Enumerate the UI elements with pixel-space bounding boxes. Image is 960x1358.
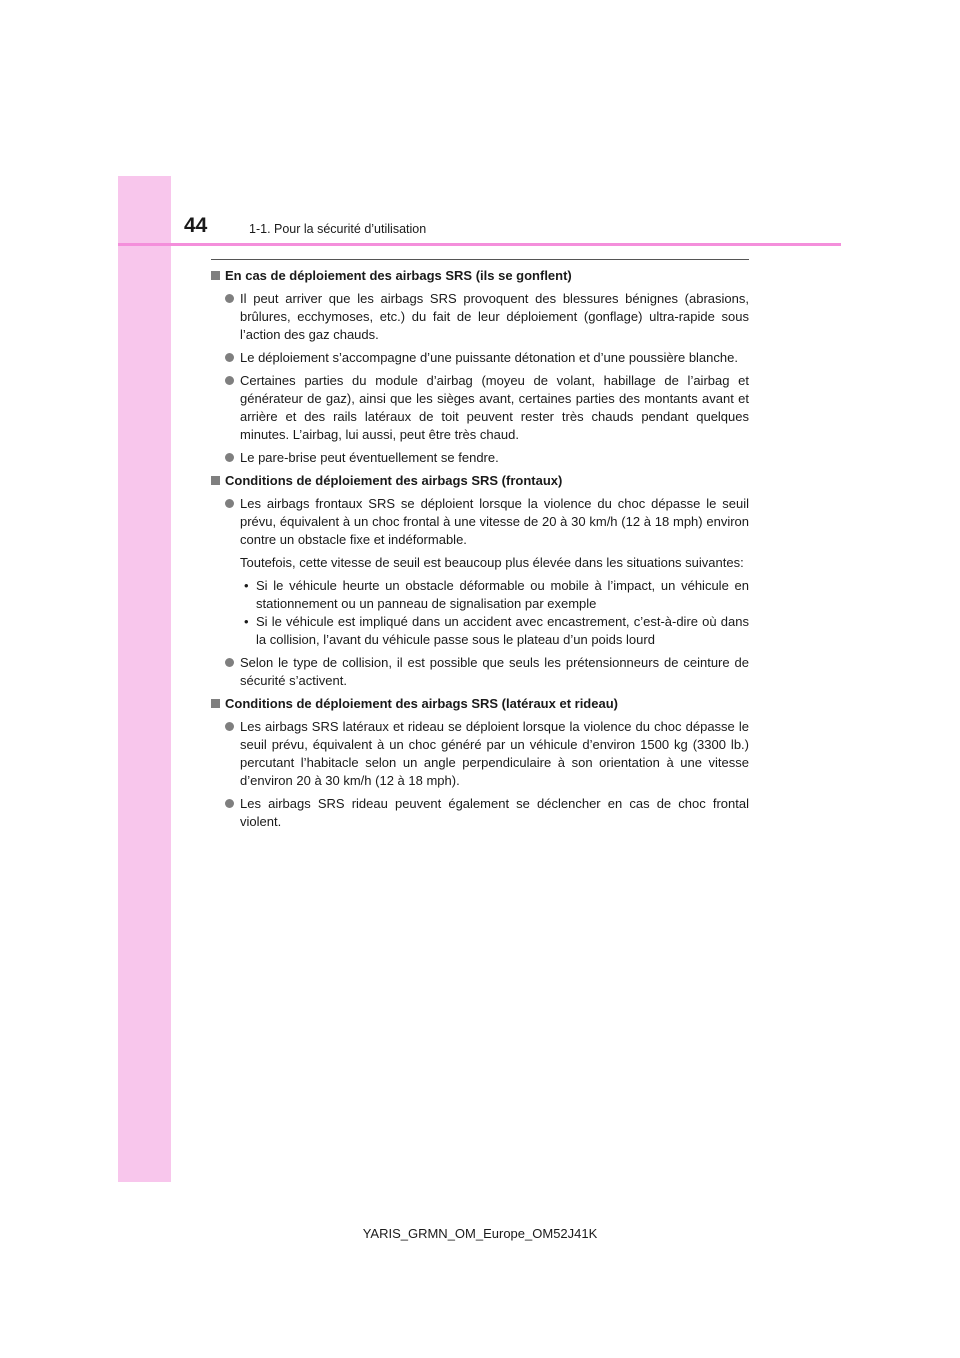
- square-bullet-icon: [211, 476, 220, 485]
- list-item-text: Il peut arriver que les airbags SRS provoquent des blessures bénignes (abrasions, brûlures, ecchymoses, etc.) du fait de leur déploiement (gonflage) ultra-rapide sous l’action des gaz chauds.: [240, 291, 749, 342]
- circle-bullet-icon: [225, 353, 234, 362]
- list-item: [223, 718, 749, 790]
- list-item: [223, 495, 749, 549]
- page-number: 44: [184, 214, 208, 237]
- list-item-text: Le déploiement s’accompagne d’une puissante détonation et d’une poussière blanche.: [240, 350, 738, 365]
- square-bullet-icon: [211, 699, 220, 708]
- list-item: [223, 449, 749, 467]
- circle-bullet-icon: [225, 722, 234, 731]
- paragraph: Toutefois, cette vitesse de seuil est beaucoup plus élevée dans les situations suivantes:: [240, 555, 744, 570]
- section-heading: [211, 267, 749, 285]
- sub-list-item: [244, 577, 749, 613]
- section-heading: [211, 472, 749, 490]
- section-title: 1-1. Pour la sécurité d’utilisation: [249, 222, 427, 236]
- circle-bullet-icon: [225, 294, 234, 303]
- section-heading-text: En cas de déploiement des airbags SRS (ils se gonflent): [225, 268, 572, 283]
- page-content: [211, 267, 749, 836]
- content-divider: [211, 259, 749, 260]
- section-heading-text: Conditions de déploiement des airbags SRS (latéraux et rideau): [225, 696, 618, 711]
- list-item-text: Les airbags frontaux SRS se déploient lorsque la violence du choc dépasse le seuil prévu, équivalent à un choc frontal à une vitesse de 20 à 30 km/h (12 à 18 mph) environ contre un obstacle fixe et indéformable.: [240, 496, 749, 547]
- list-item-text: Les airbags SRS latéraux et rideau se déploient lorsque la violence du choc dépasse le seuil prévu, équivalent à un choc généré par un véhicule d’environ 1500 kg (3300 lb.) percutant l’habitacle selon un angle perpendiculaire à son orientation à une vitesse d’environ 20 à 30 km/h (12 à 18 mph).: [240, 719, 749, 788]
- circle-bullet-icon: [225, 499, 234, 508]
- circle-bullet-icon: [225, 453, 234, 462]
- list-item: [223, 372, 749, 444]
- list-item: [223, 654, 749, 690]
- sub-bullet-marker: •: [244, 614, 249, 629]
- list-item-text: Certaines parties du module d’airbag (moyeu de volant, habillage de l’airbag et générateur de gaz), ainsi que les sièges avant, certaines parties des montants avant et arrière et des rails latéraux de toit peuvent rester très chauds pendant quelques minutes. L’airbag, lui aussi, peut être très chaud.: [240, 373, 749, 442]
- header-rule: [118, 243, 841, 246]
- list-item: [223, 290, 749, 344]
- circle-bullet-icon: [225, 376, 234, 385]
- section-heading: [211, 695, 749, 713]
- list-item-text: Le pare-brise peut éventuellement se fendre.: [240, 450, 499, 465]
- sub-list-item: [244, 613, 749, 649]
- document-id: YARIS_GRMN_OM_Europe_OM52J41K: [362, 1226, 598, 1241]
- list-item-text: Selon le type de collision, il est possible que seuls les prétensionneurs de ceinture de sécurité s’activent.: [240, 655, 749, 688]
- circle-bullet-icon: [225, 658, 234, 667]
- section-heading-text: Conditions de déploiement des airbags SRS (frontaux): [225, 473, 563, 488]
- list-item: [223, 349, 749, 367]
- square-bullet-icon: [211, 271, 220, 280]
- list-item: [223, 795, 749, 831]
- sub-list: [211, 577, 749, 649]
- sub-bullet-marker: •: [244, 578, 249, 593]
- sub-list-item-text: Si le véhicule heurte un obstacle déformable ou mobile à l’impact, un véhicule en stationnement ou un panneau de signalisation par exemple: [256, 578, 749, 611]
- list-item-text: Les airbags SRS rideau peuvent également se déclencher en cas de choc frontal violent.: [240, 796, 749, 829]
- side-color-band: [118, 176, 171, 1182]
- circle-bullet-icon: [225, 799, 234, 808]
- sub-list-item-text: Si le véhicule est impliqué dans un accident avec encastrement, c’est-à-dire où dans la collision, l’avant du véhicule passe sous le plateau d’un poids lourd: [256, 614, 749, 647]
